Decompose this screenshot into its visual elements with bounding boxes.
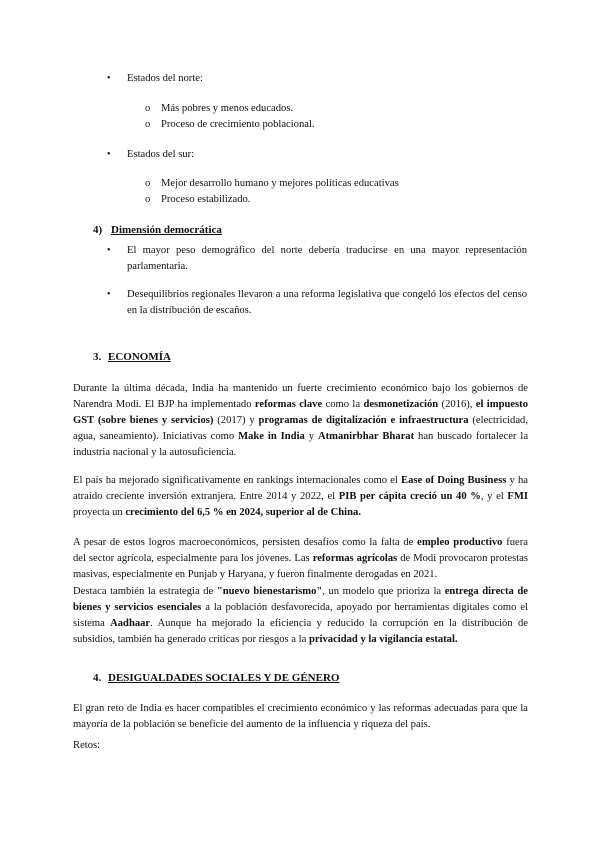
north-label: Estados del norte: xyxy=(127,73,203,84)
sub-bullet-marker: o xyxy=(145,178,151,189)
dimension-title: Dimensión democrática xyxy=(111,224,222,236)
economy-paragraph-4: Destaca también la estrategia de "nuevo bienestarismo", un modelo que prioriza la entrega directa de bienes y servicios esenciales a la población desfavorecida, apoyado por herramientas digitales como el sistema Aadhaar. Aunque ha mejorado la eficiencia y reducido la corrupción en la distribución de subsidios, también ha generado críticas por riesgos a la privacidad y la vigilancia estatal. xyxy=(73,586,528,645)
section3-title: ECONOMÍA xyxy=(108,351,171,363)
economy-paragraph-3: A pesar de estos logros macroeconómicos, persisten desafíos como la falta de empleo productivo fuera del sector agrícola, especialmente para los jóvenes. Las reformas agrícolas de Modi provocaron protestas masivas, especialmente en Punjab y Haryana, y fueron finalmente derogadas en 2021. xyxy=(73,537,528,580)
dimension-bullet-1: El mayor peso demográfico del norte debería traducirse en una mayor representación parlamentaria. xyxy=(127,245,527,272)
bullet-marker: • xyxy=(107,245,111,256)
section3-number: 3. xyxy=(93,351,102,363)
sub-bullet-marker: o xyxy=(145,194,151,205)
dimension-number: 4) xyxy=(93,224,103,236)
south-item-2: Proceso estabilizado. xyxy=(161,194,251,205)
economy-paragraph-1: Durante la última década, India ha mantenido un fuerte crecimiento económico bajo los gobiernos de Narendra Modi. El BJP ha implementado reformas clave como la desmonetización (2016), el impuesto GST (sobre bienes y servicios) (2017) y programas de digitalización e infraestructura (electricidad, agua, saneamiento). Iniciativas como Make in India y Atmanirbhar Bharat han buscado fortalecer la industria nacional y la autosuficiencia. xyxy=(73,383,529,458)
section4-title: DESIGUALDADES SOCIALES Y DE GÉNERO xyxy=(108,672,340,684)
north-item-1: Más pobres y menos educados. xyxy=(161,103,294,114)
south-item-1: Mejor desarrollo humano y mejores políticas educativas xyxy=(161,178,399,189)
retos-label: Retos: xyxy=(73,740,101,751)
bullet-marker: • xyxy=(107,73,111,84)
south-label: Estados del sur: xyxy=(127,149,195,160)
north-item-2: Proceso de crecimiento poblacional. xyxy=(161,119,315,130)
dimension-bullet-2: Desequilibrios regionales llevaron a una reforma legislativa que congeló los efectos del censo en la distribución de escaños. xyxy=(127,289,527,316)
inequality-paragraph-1: El gran reto de India es hacer compatibles el crecimiento económico y las reformas adecuadas para que la mayoría de la población se beneficie del aumento de la influencia y riqueza del país. xyxy=(73,703,528,730)
bullet-marker: • xyxy=(107,149,111,160)
section4-number: 4. xyxy=(93,672,102,684)
economy-paragraph-2: El país ha mejorado significativamente en rankings internacionales como el Ease of Doing Business y ha atraído creciente inversión extranjera. Entre 2014 y 2022, el PIB per cápita creció un 40 %, y el FMI proyecta un crecimiento del 6,5 % en 2024, superior al de China. xyxy=(73,475,528,518)
sub-bullet-marker: o xyxy=(145,119,151,130)
bullet-marker: • xyxy=(107,289,111,300)
sub-bullet-marker: o xyxy=(145,103,151,114)
